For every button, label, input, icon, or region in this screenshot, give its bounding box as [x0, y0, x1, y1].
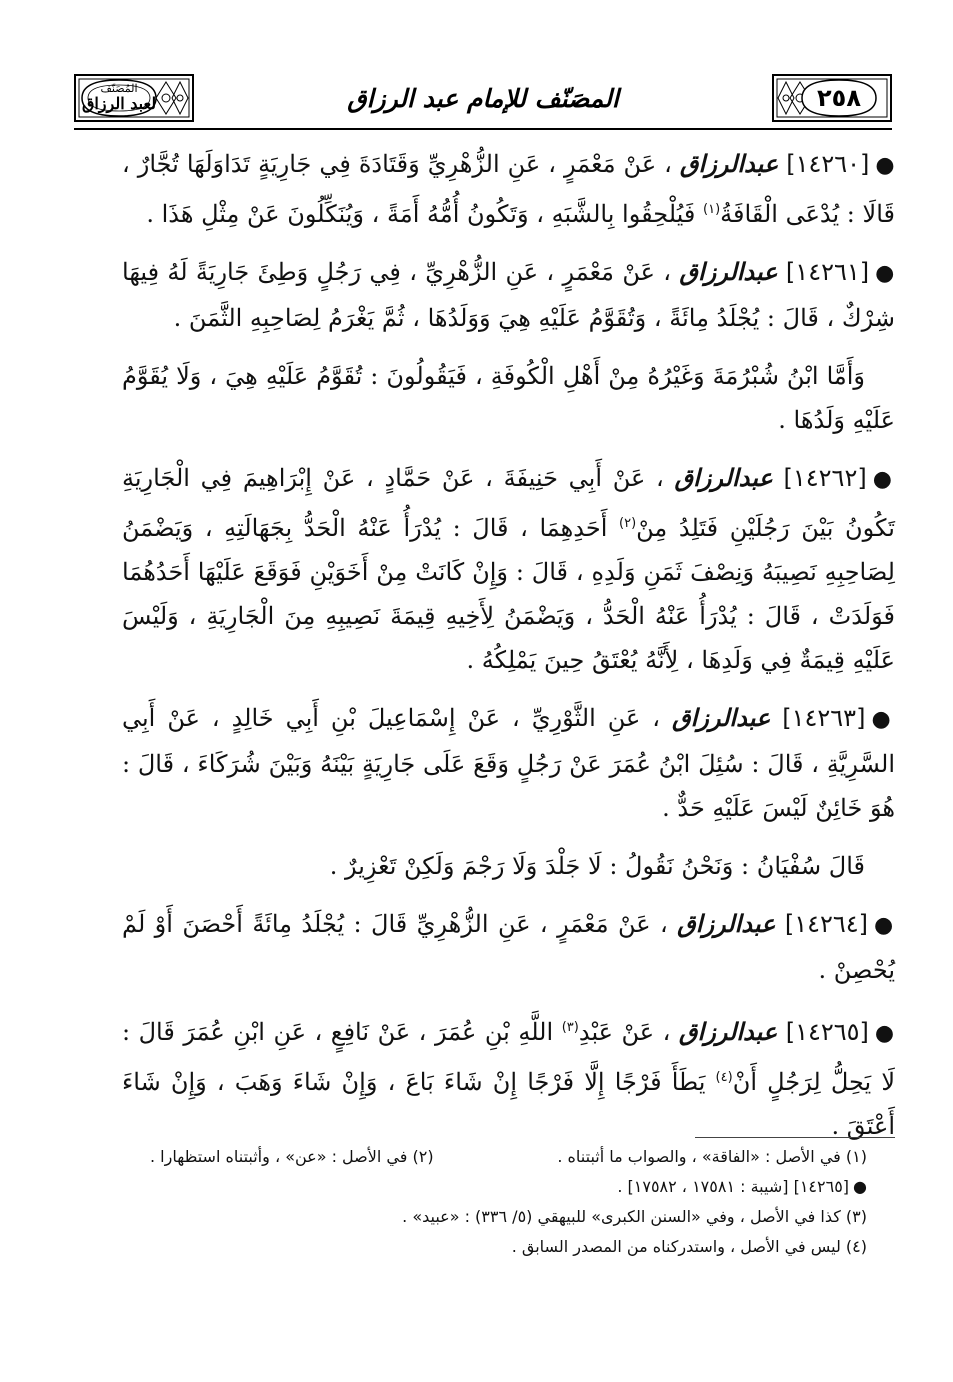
hadith-number: [١٤٢٦٣] [782, 704, 866, 732]
hadith-number: [١٤٢٦٢] [783, 464, 867, 492]
hadith-text: ، عَنْ عَبْدِ [578, 1018, 671, 1046]
bullet-icon: ● [872, 467, 895, 492]
hadith-number: [١٤٢٦٤] [784, 910, 869, 938]
bullet-icon: ● [875, 153, 895, 178]
hadith-text: ، عَنِ الثَّوْرِيِّ ، عَنْ إِسْمَاعِيلَ بْنِ أَبِي خَالِدٍ ، عَنْ أَبِي السَّرِيَّةِ ، قَالَ : سُئِلَ ابْنُ عُمَرَ عَنْ رَجُلٍ وَقَعَ عَلَى جَارِيَةٍ بَيْنَهُ وَبَيْنَ شُرَكَاءَ ، قَالَ : هُوَ خَائِنٌ لَيْسَ عَلَيْهِ حَدٌّ . [122, 704, 895, 822]
narrator-name: عبدالرزاق [677, 909, 776, 938]
bullet-icon: ● [874, 913, 895, 938]
badge-big-text: لعبد الرزاق [81, 94, 157, 114]
hadith-number: [١٤٢٦٥] [785, 1018, 869, 1046]
commentary-paragraph [122, 844, 895, 888]
footnote-row [150, 1142, 867, 1172]
footnote-2: (٢) في الأصل : «عن» ، وأثبتناه استظهارا . [150, 1147, 434, 1166]
footnote-ref[interactable]: (٤) [715, 1070, 733, 1085]
hadith-14265 [122, 1006, 895, 1148]
hadith-text: ، عَنْ مَعْمَرٍ ، عَنِ الزُّهْرِيِّ وَقَتَادَةَ فِي جَارِيَةٍ تَدَاوَلَهَا تُجَّارٌ ، قَالَا : يُدْعَى الْقَافَةُ [122, 150, 895, 228]
narrator-name: عبدالرزاق [679, 149, 779, 178]
bullet-icon: ● [871, 707, 895, 732]
footnote-4: (٤) ليس في الأصل ، واستدركناه من المصدر السابق . [511, 1237, 867, 1256]
footnotes [150, 1142, 867, 1262]
footnote-ref[interactable]: (٢) [619, 516, 637, 531]
main-text [122, 142, 895, 1162]
footnote-3: (٣) كذا في الأصل ، وفي «السنن الكبرى» للبيهقي (٥/ ٣٣٦) : «عبيد» . [402, 1207, 867, 1226]
commentary-paragraph [122, 354, 895, 442]
hadith-text: فَيُلْحِقُوا بِالشَّبَهِ ، وَتَكُونُ أُمُّهُ أَمَةً ، وَيُنَكِّلُونَ عَنْ مِثْلِ هَذَا . [146, 200, 696, 228]
hadith-14261 [122, 250, 895, 340]
footnote-1: (١) في الأصل : «الفاقة» ، والصواب ما أثبتناه . [557, 1147, 867, 1166]
hadith-number: [١٤٢٦٠] [786, 150, 870, 178]
running-title: المصَنّف للإمام عبد الرزاق [347, 83, 619, 113]
narrator-name: عبدالرزاق [678, 1017, 778, 1046]
hadith-14263 [122, 696, 895, 830]
hadith-text: أَحَدِهِمَا ، قَالَ : يُدْرَأُ عَنْهُ الْحَدُّ بِجَهَالَتِهِ ، وَيَضْمَنُ لِصَاحِبِهِ نَصِيبَهُ وَنِصْفَ ثَمَنِ وَلَدِهِ ، قَالَ : وَإِنْ كَانَتْ مِنْ أَخَوَيْنِ فَوَقَعَ عَلَيْهَا أَحَدُهُمَا فَوَلَدَتْ ، قَالَ : يُدْرَأُ عَنْهُ الْحَدُّ ، وَيَضْمَنُ لِأَخِيهِ قِيمَةَ نَصِيبِهِ مِنَ الْجَارِيَةِ ، وَلَيْسَ عَلَيْهِ قِيمَةٌ فِي وَلَدِهَا ، لِأَنَّهُ يُعْتَقُ حِينَ يَمْلِكُهُ . [122, 514, 895, 674]
commentary-text: وَأَمَّا ابْنُ شُبْرُمَةَ وَغَيْرُهُ مِنْ أَهْلِ الْكُوفَةِ ، فَيَقُولُونَ : تُقَوَّمُ عَلَيْهِ هِيَ ، وَلَا يُقَوَّمُ عَلَيْهِ وَلَدُهَا . [122, 362, 895, 434]
bullet-icon: ● [874, 1021, 896, 1046]
hadith-14262 [122, 456, 895, 682]
hadith-text: اللَّهِ بْنِ عُمَرَ ، عَنْ نَافِعٍ ، عَنِ ابْنِ عُمَرَ قَالَ : لَا يَحِلُّ لِرَجُلٍ أَنْ [122, 1018, 896, 1096]
footnote-ref[interactable]: (١) [703, 202, 721, 217]
cross-reference [150, 1172, 867, 1202]
narrator-name: عبدالرزاق [672, 703, 771, 732]
bullet-icon: ● [875, 261, 896, 286]
footnote-ref[interactable]: (٣) [561, 1020, 579, 1035]
hadith-text: ، عَنْ أَبِي حَنِيفَةَ ، عَنْ حَمَّادٍ ، عَنْ إِبْرَاهِيمَ فِي الْجَارِيَةِ تَكُونُ بَيْنَ رَجُلَيْنِ فَتَلِدُ مِنْ [122, 464, 895, 542]
footnote-divider [695, 1137, 895, 1138]
cross-reference-text: [١٤٢٦٥] [شيبة : ١٧٥٨١ ، ١٧٥٨٢] . [617, 1177, 850, 1196]
badge-small-text: المُصَنّف [100, 82, 138, 96]
book-badge [76, 76, 162, 120]
narrator-name: عبدالرزاق [674, 463, 773, 492]
badge-text [76, 76, 162, 120]
hadith-text: ، عَنْ مَعْمَرٍ ، عَنِ الزُّهْرِيِّ قَالَ : يُجْلَدُ مِائَةً أَحْصَنَ أَوْ لَمْ يُحْصِنْ . [122, 910, 895, 984]
hadith-text: يَطَأَ فَرْجًا إِلَّا فَرْجًا إِنْ شَاءَ بَاعَ ، وَإِنْ شَاءَ وَهَبَ ، وَإِنْ شَاءَ أَعْتَقَ . [122, 1068, 895, 1140]
hadith-number: [١٤٢٦١] [785, 258, 870, 286]
hadith-14260 [122, 142, 895, 236]
narrator-name: عبدالرزاق [679, 257, 778, 286]
page-number: ٢٥٨ [817, 84, 861, 112]
commentary-text: قَالَ سُفْيَانُ : وَنَحْنُ نَقُولُ : لَا جَلْدَ وَلَا رَجْمَ وَلَكِنْ تَعْزِيرٌ . [329, 852, 865, 880]
hadith-14264 [122, 902, 895, 992]
bullet-icon: ● [853, 1177, 867, 1196]
page-header [74, 70, 892, 130]
hadith-text: ، عَنْ مَعْمَرٍ ، عَنِ الزُّهْرِيِّ ، فِي رَجُلٍ وَطِئَ جَارِيَةً لَهُ فِيهَا شِرْكٌ ، قَالَ : يُجْلَدُ مِائَةً ، وَتُقَوَّمُ عَلَيْهِ هِيَ وَوَلَدُهَا ، ثُمَّ يَغْرَمُ لِصَاحِبِهِ الثَّمَنَ . [122, 258, 895, 332]
